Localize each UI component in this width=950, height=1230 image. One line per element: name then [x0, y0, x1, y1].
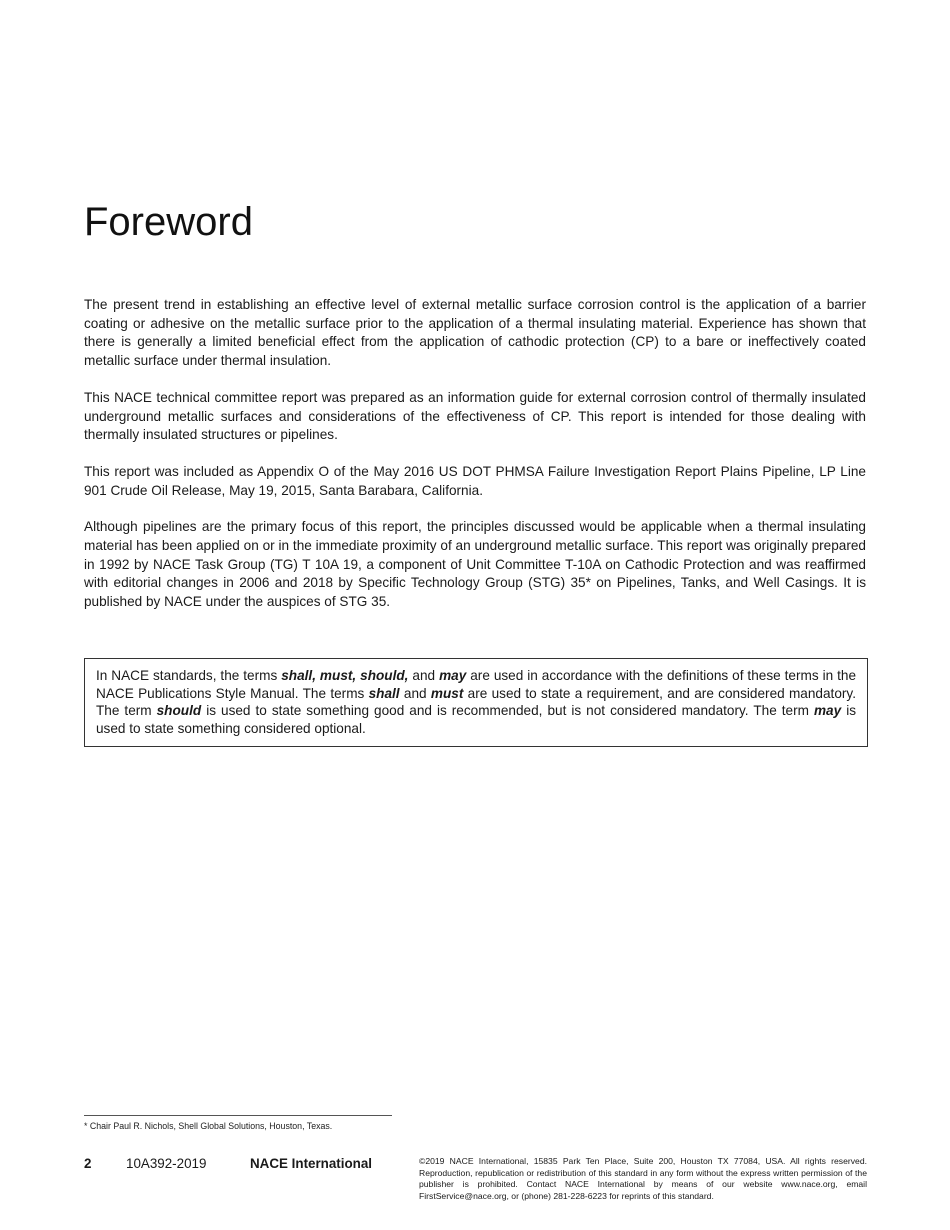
- footer-copyright: ©2019 NACE International, 15835 Park Ten Place, Suite 200, Houston TX 77084, USA. All rights reserved. Reproduction, republication or redistribution of this standard in any form without the express written permission of the publisher is prohibited. Contact NACE International by means of our website www.nace.org, email FirstService@nace.org, or (phone) 281-228-6223 for reprints of this standard.: [419, 1156, 867, 1201]
- note-text: and: [408, 668, 440, 683]
- footer-document-number: 10A392-2019: [126, 1156, 207, 1171]
- note-text: is used to state something considered optional.: [96, 703, 857, 736]
- note-term-must: must: [430, 685, 464, 701]
- footer-page-number: 2: [84, 1156, 92, 1171]
- note-term-list: shall, must, should,: [281, 668, 409, 683]
- note-text: is used to state something good and is recommended, but is not considered mandatory. The term: [201, 703, 814, 718]
- paragraph-3: This report was included as Appendix O of the May 2016 US DOT PHMSA Failure Investigation Report Plains Pipeline, LP Line 901 Crude Oil Release, May 19, 2015, Santa Barabara, California.: [84, 463, 866, 498]
- footer-organization: NACE International: [250, 1156, 373, 1171]
- note-text: are used in accordance with the definitions of these terms in the NACE Publications Style Manual. The terms: [96, 668, 857, 701]
- terminology-note-box: [84, 658, 868, 747]
- note-text: and: [399, 685, 431, 701]
- paragraph-2: This NACE technical committee report was prepared as an information guide for external corrosion control of thermally insulated underground metallic surfaces and considerations of the effectiveness of CP. This report is intended for those dealing with thermally insulated structures or pipelines.: [84, 389, 866, 443]
- note-text: are used to state a requirement, and are considered mandatory. The term: [96, 685, 856, 718]
- foreword-body: [84, 296, 866, 630]
- note-text: In NACE standards, the terms: [96, 668, 282, 683]
- paragraph-1: The present trend in establishing an effective level of external metallic surface corrosion control is the application of a barrier coating or adhesive on the metallic surface prior to the application of a thermal insulating material. Experience has shown that there is generally a limited beneficial effect from the application of cathodic protection (CP) to a bare or ineffectively coated metallic surface under thermal insulation.: [84, 297, 866, 369]
- note-term-may-2: may: [813, 703, 842, 718]
- page-title: Foreword: [84, 200, 253, 244]
- note-term-should: should: [156, 703, 202, 718]
- footnote: * Chair Paul R. Nichols, Shell Global Solutions, Houston, Texas.: [84, 1121, 333, 1131]
- footnote-divider: [84, 1115, 392, 1116]
- note-term-may: may: [439, 668, 467, 683]
- note-term-shall: shall: [368, 685, 400, 701]
- paragraph-4: Although pipelines are the primary focus of this report, the principles discussed would be applicable when a thermal insulating material has been applied on or in the immediate proximity of an underground metallic surface. This report was originally prepared in 1992 by NACE Task Group (TG) T 10A 19, a component of Unit Committee T-10A on Cathodic Protection and was reaffirmed with editorial changes in 2006 and 2018 by Specific Technology Group (STG) 35* on Pipelines, Tanks, and Well Casings. It is published by NACE under the auspices of STG 35.: [84, 519, 866, 610]
